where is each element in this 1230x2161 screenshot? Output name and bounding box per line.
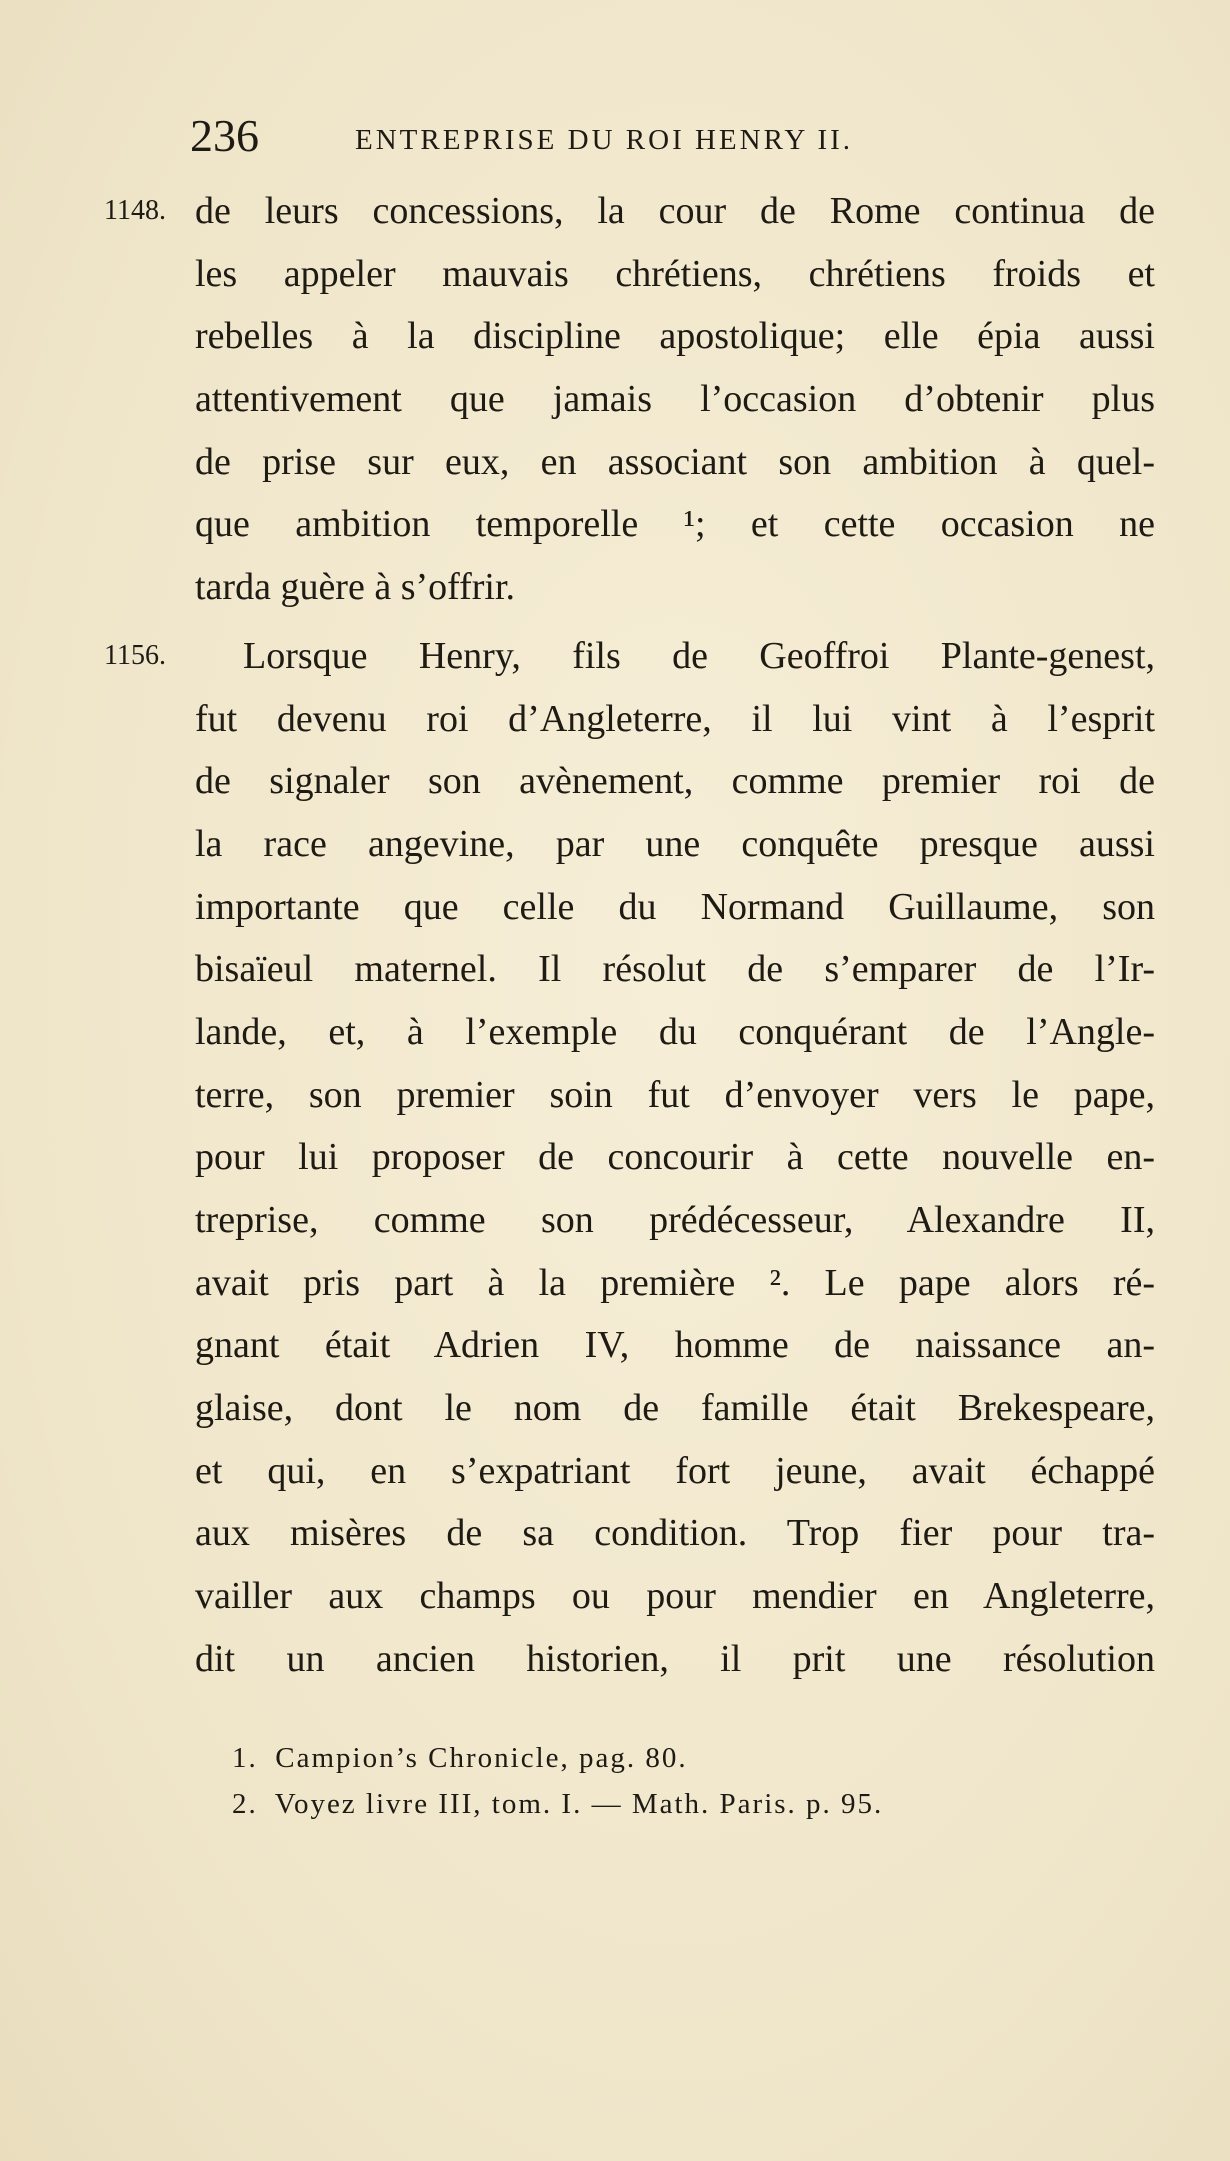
- footnote: [232, 1782, 883, 1826]
- text-line: gnant était Adrien IV, homme de naissance an-: [195, 1324, 1155, 1366]
- text-line: de leurs concessions, la cour de Rome continua de: [195, 190, 1155, 232]
- text-line: de signaler son avènement, comme premier roi de: [195, 760, 1155, 802]
- running-head: ENTREPRISE DU ROI HENRY II.: [355, 124, 854, 156]
- margin-year: 1148.: [104, 195, 166, 226]
- text-line: et qui, en s’expatriant fort jeune, avait échappé: [195, 1450, 1155, 1492]
- footnote: [232, 1736, 688, 1780]
- text-line: les appeler mauvais chrétiens, chrétiens froids et: [195, 253, 1155, 295]
- text-line: Lorsque Henry, fils de Geoffroi Plante-genest,: [243, 635, 1155, 677]
- text-line: pour lui proposer de concourir à cette nouvelle en-: [195, 1136, 1155, 1178]
- margin-year: 1156.: [104, 640, 166, 671]
- text-line: glaise, dont le nom de famille était Brekespeare,: [195, 1387, 1155, 1429]
- text-line: importante que celle du Normand Guillaume, son: [195, 886, 1155, 928]
- text-line: vailler aux champs ou pour mendier en Angleterre,: [195, 1575, 1155, 1617]
- text-line: de prise sur eux, en associant son ambition à quel-: [195, 441, 1155, 483]
- footnote-text: Voyez livre III, tom. I. — Math. Paris. p. 95.: [274, 1788, 884, 1820]
- text-line: rebelles à la discipline apostolique; elle épia aussi: [195, 315, 1155, 357]
- text-line: attentivement que jamais l’occasion d’obtenir plus: [195, 378, 1155, 420]
- text-line: bisaïeul maternel. Il résolut de s’emparer de l’Ir-: [195, 948, 1155, 990]
- text-line: terre, son premier soin fut d’envoyer vers le pape,: [195, 1074, 1155, 1116]
- text-line: fut devenu roi d’Angleterre, il lui vint à l’esprit: [195, 698, 1155, 740]
- page-number: 236: [190, 110, 259, 161]
- footnote-text: Campion’s Chronicle, pag. 80.: [275, 1742, 688, 1774]
- text-line: avait pris part à la première ². Le pape alors ré-: [195, 1262, 1155, 1304]
- footnote-number: 2.: [232, 1788, 258, 1820]
- text-line: treprise, comme son prédécesseur, Alexandre II,: [195, 1199, 1155, 1241]
- text-line: aux misères de sa condition. Trop fier pour tra-: [195, 1512, 1155, 1554]
- text-line: la race angevine, par une conquête presque aussi: [195, 823, 1155, 865]
- text-line: tarda guère à s’offrir.: [195, 566, 516, 608]
- text-line: lande, et, à l’exemple du conquérant de l’Angle-: [195, 1011, 1155, 1053]
- footnote-number: 1.: [232, 1742, 258, 1774]
- text-line: dit un ancien historien, il prit une résolution: [195, 1638, 1155, 1680]
- text-line: que ambition temporelle ¹; et cette occasion ne: [195, 503, 1155, 545]
